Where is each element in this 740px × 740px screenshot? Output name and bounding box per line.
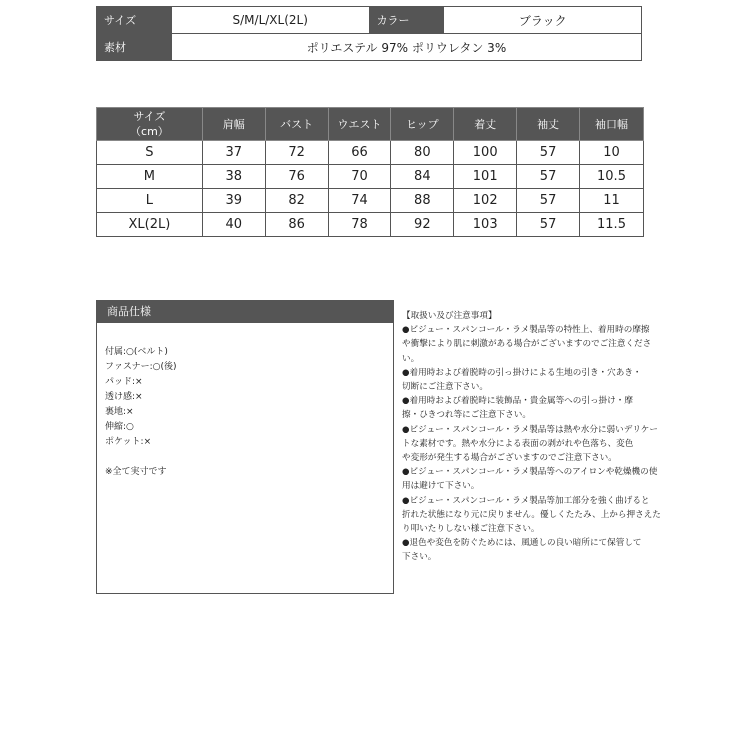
product-spec-box xyxy=(96,300,394,594)
cell-value: 102 xyxy=(454,189,517,213)
size-header-line1: サイズ xyxy=(133,110,166,123)
spec-list xyxy=(97,323,393,480)
spec-item-pocket: ポケット:× xyxy=(105,437,152,447)
notes-line: や衝撃により肌に刺激がある場合がございますのでご注意くださ xyxy=(402,339,652,350)
cell-value: 80 xyxy=(391,141,454,165)
size-value: S/M/L/XL(2L) xyxy=(171,7,369,34)
cell-value: 38 xyxy=(202,165,265,189)
spec-note: ※全て実寸です xyxy=(105,467,167,477)
size-label: サイズ xyxy=(97,7,172,34)
material-value: ポリエステル 97% ポリウレタン 3% xyxy=(171,34,641,61)
column-header-sleeve: 袖丈 xyxy=(517,108,580,141)
row-size: L xyxy=(97,189,203,213)
cell-value: 10 xyxy=(580,141,644,165)
cell-value: 78 xyxy=(328,213,391,237)
column-header-shoulder: 肩幅 xyxy=(202,108,265,141)
spec-item-sheerness: 透け感:× xyxy=(105,392,143,402)
spec-item-lining: 裏地:× xyxy=(105,407,134,417)
cell-value: 11 xyxy=(580,189,644,213)
notes-line: ●退色や変色を防ぐためには、風通しの良い暗所にて保管して xyxy=(402,538,642,549)
cell-value: 72 xyxy=(265,141,328,165)
notes-line: ●着用時および着脱時に装飾品・貴金属等への引っ掛け・摩 xyxy=(402,396,633,407)
table-row xyxy=(97,189,644,213)
column-header-length: 着丈 xyxy=(454,108,517,141)
table-row xyxy=(97,141,644,165)
material-row xyxy=(97,34,642,61)
notes-line: トな素材です。熱や水分による表面の剥がれや色落ち、変色 xyxy=(402,438,634,449)
notes-line: ●ビジュー・スパンコール・ラメ製品等は熱や水分に弱いデリケー xyxy=(402,424,658,435)
cell-value: 92 xyxy=(391,213,454,237)
size-chart-table xyxy=(96,107,644,237)
column-header-cuff: 袖口幅 xyxy=(580,108,644,141)
material-label: 素材 xyxy=(97,34,172,61)
size-header-line2: （cm） xyxy=(130,125,169,138)
cell-value: 86 xyxy=(265,213,328,237)
notes-line: 折れた状態になり元に戻りません。優しくたたみ、上から押さえた xyxy=(402,509,661,520)
spec-item-accessory: 付属:○(ベルト) xyxy=(105,347,168,357)
spec-item-pad: パッド:× xyxy=(105,377,143,387)
cell-value: 76 xyxy=(265,165,328,189)
row-size: S xyxy=(97,141,203,165)
spec-item-zipper: ファスナー:○(後) xyxy=(105,362,177,372)
notes-heading: 【取扱い及び注意事項】 xyxy=(402,311,497,321)
notes-line: 擦・ひきつれ等にご注意下さい。 xyxy=(402,410,531,421)
cell-value: 37 xyxy=(202,141,265,165)
cell-value: 57 xyxy=(517,189,580,213)
notes-line: ●ビジュー・スパンコール・ラメ製品等の特性上、着用時の摩擦 xyxy=(402,325,650,336)
notes-line: 用は避けて下さい。 xyxy=(402,481,480,492)
column-header-waist: ウエスト xyxy=(328,108,391,141)
row-size: M xyxy=(97,165,203,189)
cell-value: 10.5 xyxy=(580,165,644,189)
notes-line: い。 xyxy=(402,353,420,364)
notes-line: ●ビジュー・スパンコール・ラメ製品等加工部分を強く曲げると xyxy=(402,495,650,506)
cell-value: 57 xyxy=(517,141,580,165)
notes-line: 下さい。 xyxy=(402,552,437,563)
cell-value: 40 xyxy=(202,213,265,237)
notes-line: ●ビジュー・スパンコール・ラメ製品等へのアイロンや乾燥機の使 xyxy=(402,467,658,478)
column-header-bust: バスト xyxy=(265,108,328,141)
color-label: カラー xyxy=(369,7,444,34)
size-row xyxy=(97,7,642,34)
care-notes xyxy=(402,309,661,565)
product-info-table xyxy=(96,6,642,61)
color-value: ブラック xyxy=(444,7,642,34)
table-row xyxy=(97,165,644,189)
cell-value: 11.5 xyxy=(580,213,644,237)
notes-line: 切断にご注意下さい。 xyxy=(402,382,488,393)
cell-value: 57 xyxy=(517,213,580,237)
row-size: XL(2L) xyxy=(97,213,203,237)
cell-value: 57 xyxy=(517,165,580,189)
cell-value: 103 xyxy=(454,213,517,237)
cell-value: 66 xyxy=(328,141,391,165)
spec-title: 商品仕様 xyxy=(97,301,393,323)
notes-line: り叩いたりしない様ご注意下さい。 xyxy=(402,524,540,535)
notes-line: ●着用時および着脱時の引っ掛けによる生地の引き・穴あき・ xyxy=(402,367,642,378)
column-header-hip: ヒップ xyxy=(391,108,454,141)
table-row xyxy=(97,213,644,237)
size-chart-header-size xyxy=(97,108,203,141)
cell-value: 101 xyxy=(454,165,517,189)
cell-value: 70 xyxy=(328,165,391,189)
cell-value: 74 xyxy=(328,189,391,213)
cell-value: 84 xyxy=(391,165,454,189)
spec-item-stretch: 伸縮:○ xyxy=(105,422,134,432)
cell-value: 88 xyxy=(391,189,454,213)
cell-value: 39 xyxy=(202,189,265,213)
cell-value: 82 xyxy=(265,189,328,213)
notes-line: や変形が発生する場合がございますのでご注意下さい。 xyxy=(402,453,617,464)
cell-value: 100 xyxy=(454,141,517,165)
size-chart-header-row xyxy=(97,108,644,141)
